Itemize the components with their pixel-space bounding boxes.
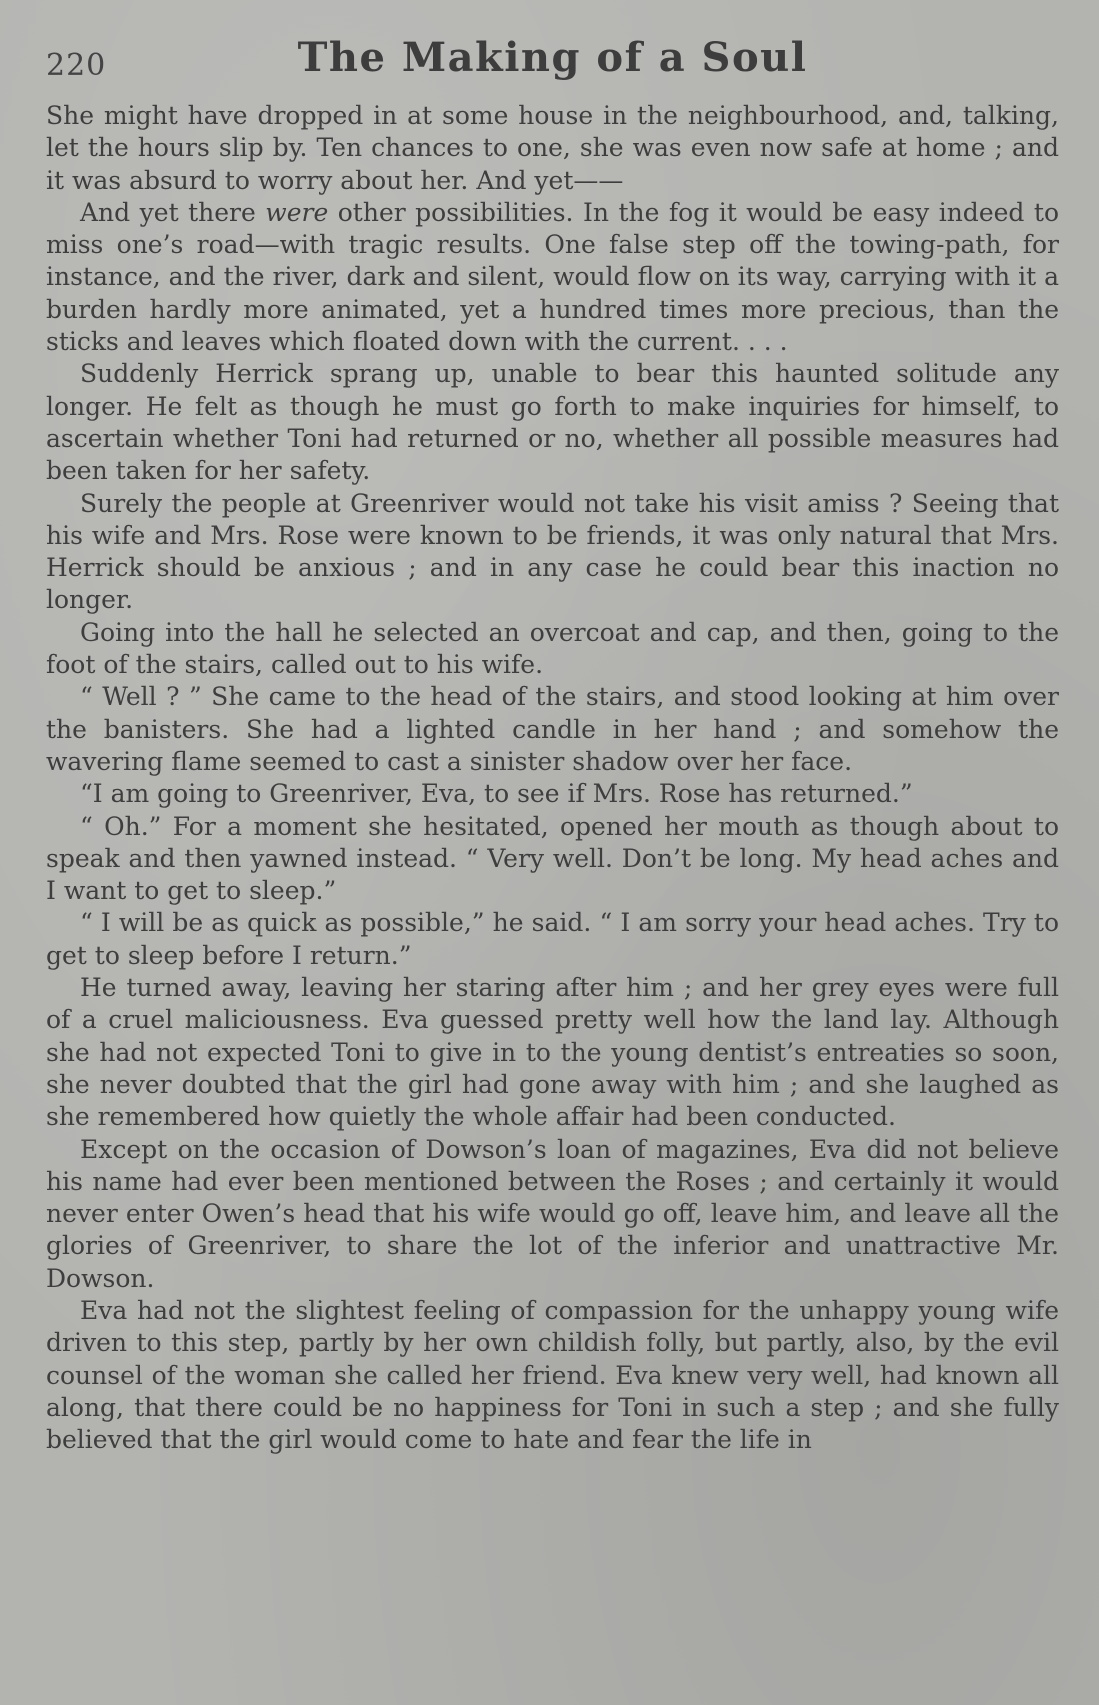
paragraph-3: Suddenly Herrick sprang up, unable to bear this haunted solitude any longer. He felt as though he must go forth to make inquiries for himself, to ascertain whether Toni had returned or no, whether all possible measures had been taken for her safety. [46,359,1059,486]
paragraph-9: “ I will be as quick as possible,” he said. “ I am sorry your head aches. Try to get to sleep before I return.” [46,908,1059,970]
paragraph-5: Going into the hall he selected an overcoat and cap, and then, going to the foot of the stairs, called out to his wife. [46,617,1059,680]
paragraph-1: She might have dropped in at some house in the neighbourhood, and, talking, let the hours slip by. Ten chances to one, she was even now safe at home ; and it was absurd to worry about her. And yet—— [46,101,1059,195]
emphasized-word: were [265,197,329,227]
page-number: 220 [46,48,107,83]
paragraph-6: “ Well ? ” She came to the head of the stairs, and stood looking at him over the banisters. She had a lighted candle in her hand ; and somehow the wavering flame seemed to cast a sinister shadow over her face. [46,682,1059,776]
paragraph-2-end: other possibilities. In the fog it would be easy indeed to miss one’s road—with tragic results. One false step off the towing-path, for instance, and the river, dark and silent, would flow on its way, carrying with it a burden hardly more animated, yet a hundred times more precious, than the sticks and leaves which floated down with the current. . . . [46,197,1059,357]
paragraph-11: Except on the occasion of Dowson’s loan of magazines, Eva did not believe his name had ever been mentioned between the Roses ; and certainly it would never enter Owen’s head that his wife would go off, leave him, and leave all the glories of Greenriver, to share the lot of the inferior and unattractive Mr. Dowson. [46,1134,1059,1293]
body-text [46,100,1059,1456]
paragraph-10: He turned away, leaving her staring after him ; and her grey eyes were full of a cruel maliciousness. Eva guessed pretty well how the land lay. Although she had not expected Toni to give in to the young dentist’s entreaties so soon, she never doubted that the girl had gone away with him ; and she laughed as she remembered how quietly the whole affair had been conducted. [46,973,1059,1132]
running-title: The Making of a Soul [297,34,808,81]
paragraph-8: “ Oh.” For a moment she hesitated, opened her mouth as though about to speak and then yawned instead. “ Very well. Don’t be long. My head aches and I want to get to sleep.” [46,811,1059,906]
paragraph-2 [46,197,1059,358]
paragraph-4: Surely the people at Greenriver would not take his visit amiss ? Seeing that his wife and Mrs. Rose were known to be friends, it was only natural that Mrs. Herrick should be anxious ; and in any case he could bear this inaction no longer. [46,488,1059,615]
paragraph-2-start: And yet there [80,197,266,227]
page-header [46,30,1059,92]
paragraph-12: Eva had not the slightest feeling of compassion for the unhappy young wife driven to this step, partly by her own childish folly, but partly, also, by the evil counsel of the woman she called her friend. Eva knew very well, had known all along, that there could be no happiness for Toni in such a step ; and she fully believed that the girl would come to hate and fear the life in [46,1295,1059,1455]
paragraph-7: “I am going to Greenriver, Eva, to see if Mrs. Rose has returned.” [80,779,913,809]
